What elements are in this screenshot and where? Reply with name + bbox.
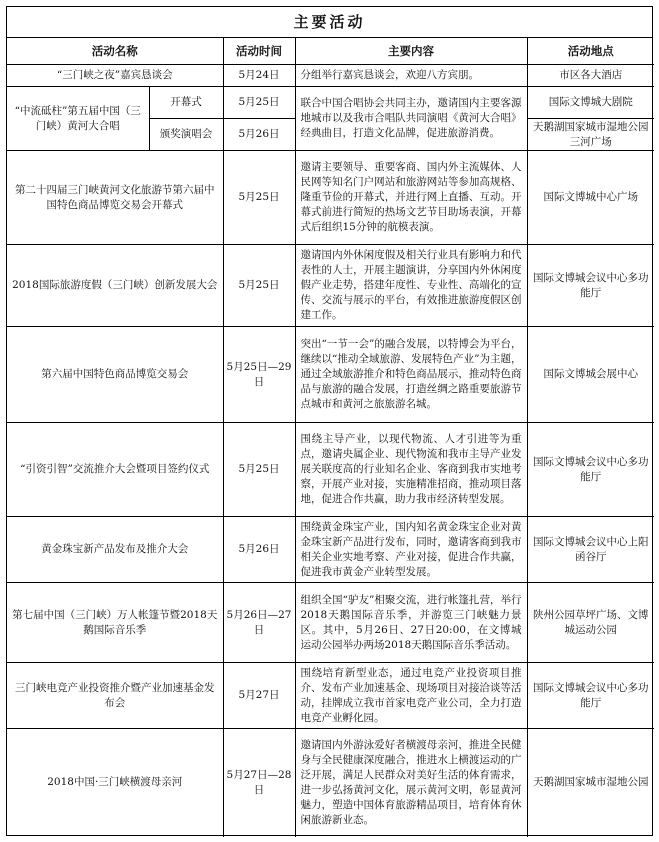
- activity-place: 天鹅湖国家城市湿地公园三河广场: [527, 119, 654, 151]
- activity-place: 国际文博城大剧院: [527, 87, 654, 119]
- activity-time: 5月24日: [223, 65, 295, 87]
- activity-time: 5月25日: [223, 423, 295, 517]
- sub-activity-name: 颁奖演唱会: [149, 119, 223, 151]
- activity-name: 三门峡电竞产业投资推介暨产业加速基金发布会: [7, 663, 223, 729]
- activity-time: 5月25日: [223, 245, 295, 327]
- activity-time: 5月25日: [223, 87, 295, 119]
- activity-time: 5月25日—29日: [223, 327, 295, 423]
- activity-name: 黄金珠宝新产品发布及推介大会: [7, 517, 223, 583]
- table-row: [7, 245, 654, 327]
- activity-place: 国际文博城会议中心上阳函谷厅: [527, 517, 654, 583]
- activity-place: 天鹅湖国家城市湿地公园: [527, 729, 654, 837]
- activity-content: 联合中国合唱协会共同主办，邀请国内主要客源地城市以及我市合唱队共同演唱《黄河大合唱》经典曲目，打造文化品牌，促进旅游消费。: [295, 87, 527, 151]
- activity-content: 突出“一节一会”的融合发展，以特博会为平台，继续以“推动全域旅游、发展特色产业”为主题，通过全域旅游推介和特色商品展示，推动特色商品与旅游的融合发展，打造丝绸之路重要旅游节点城市和黄河之旅旅游名城。: [295, 327, 527, 423]
- activity-content: 组织全国“驴友”相聚交流，进行帐篷扎营，举行2018天鹅国际音乐季，并游览三门峡魅力景区。其中，5月26日、27日20:00，在文博城运动公园举办两场2018天鹅国际音乐季活动。: [295, 583, 527, 663]
- table-row: [7, 517, 654, 583]
- header-main-content: 主要内容: [295, 38, 527, 65]
- sub-activity-name: 开幕式: [149, 87, 223, 119]
- table-row: [7, 87, 654, 119]
- table-row: [7, 151, 654, 245]
- header-activity-time: 活动时间: [223, 38, 295, 65]
- table-row: [7, 583, 654, 663]
- activity-name: 第七届中国（三门峡）万人帐篷节暨2018天鹅国际音乐季: [7, 583, 223, 663]
- activity-name: “中流砥柱”第五届中国（三门峡）黄河大合唱: [7, 87, 149, 151]
- activity-name: 2018国际旅游度假（三门峡）创新发展大会: [7, 245, 223, 327]
- table-title: 主要活动: [7, 7, 652, 38]
- activity-time: 5月27日—28日: [223, 729, 295, 837]
- activity-content: 邀请主要领导、重要客商、国内外主流媒体、人民网等知名门户网站和旅游网站等参加高规格、隆重节俭的开幕式，并进行网上直播、互动。开幕式前进行简短的热场文艺节目助场表演，开幕式后组织15分钟的航模表演。: [295, 151, 527, 245]
- activity-place: 国际文博城会议中心多功能厅: [527, 663, 654, 729]
- header-activity-name: 活动名称: [7, 38, 223, 65]
- activity-content: 围绕培育新型业态，通过电竞产业投资项目推介、发布产业加速基金、现场项目对接洽谈等活动，挂牌成立我市首家电竞产业公司，全力打造电竞产业孵化园。: [295, 663, 527, 729]
- activity-name: 2018中国·三门峡横渡母亲河: [7, 729, 223, 837]
- activity-name: 第二十四届三门峡黄河文化旅游节第六届中国特色商品博览交易会开幕式: [7, 151, 223, 245]
- activity-time: 5月25日: [223, 151, 295, 245]
- activity-place: 国际文博城会议中心多功能厅: [527, 245, 654, 327]
- activity-time: 5月26日: [223, 517, 295, 583]
- activity-time: 5月26日: [223, 119, 295, 151]
- activity-content: 邀请国内外休闲度假及相关行业具有影响力和代表性的人士，开展主题演讲，分享国内外休闲度假产业走势，搭建年度性、专业性、高端化的宣传、交流与展示的平台，有效推进旅游度假区创建工作。: [295, 245, 527, 327]
- activity-place: 国际文博城会展中心: [527, 327, 654, 423]
- header-activity-place: 活动地点: [527, 38, 654, 65]
- table-row: [7, 327, 654, 423]
- activity-place: 市区各大酒店: [527, 65, 654, 87]
- activity-content: 围绕黄金珠宝产业，国内知名黄金珠宝企业对黄金珠宝新产品进行发布，同时，邀请客商到我市相关企业实地考察、产业对接，促进合作共赢，促进我市黄金产业转型发展。: [295, 517, 527, 583]
- activity-place: 国际文博城会议中心多功能厅: [527, 423, 654, 517]
- activity-name: “引资引智”交流推介大会暨项目签约仪式: [7, 423, 223, 517]
- events-table-sheet: [6, 6, 653, 836]
- activity-place: 国际文博城中心广场: [527, 151, 654, 245]
- table-row: [7, 65, 654, 87]
- table-row: [7, 729, 654, 837]
- activity-content: 邀请国内外游泳爱好者横渡母亲河，推进全民健身与全民健康深度融合，推进水上横渡运动的广泛开展，满足人民群众对美好生活的体育需求，进一步弘扬黄河文化，展示黄河文明，彰显黄河魅力，塑造中国体育旅游精品项目，培育体育休闲旅游新业态。: [295, 729, 527, 837]
- activity-time: 5月27日: [223, 663, 295, 729]
- activity-content: 围绕主导产业，以现代物流、人才引进等为重点，邀请央属企业、现代物流和我市主导产业发展关联度高的行业知名企业、客商到我市实地考察，开展产业对接，实施精准招商，推动项目落地，促进合作共赢，助力我市经济转型发展。: [295, 423, 527, 517]
- table-row: [7, 663, 654, 729]
- activity-name: “三门峡之夜”嘉宾恳谈会: [7, 65, 223, 87]
- header-row: [7, 38, 654, 65]
- activity-place: 陕州公园草坪广场、文博城运动公园: [527, 583, 654, 663]
- activity-name: 第六届中国特色商品博览交易会: [7, 327, 223, 423]
- activity-time: 5月26日—27日: [223, 583, 295, 663]
- events-table: [7, 38, 654, 837]
- table-row: [7, 423, 654, 517]
- activity-content: 分组举行嘉宾恳谈会，欢迎八方宾朋。: [295, 65, 527, 87]
